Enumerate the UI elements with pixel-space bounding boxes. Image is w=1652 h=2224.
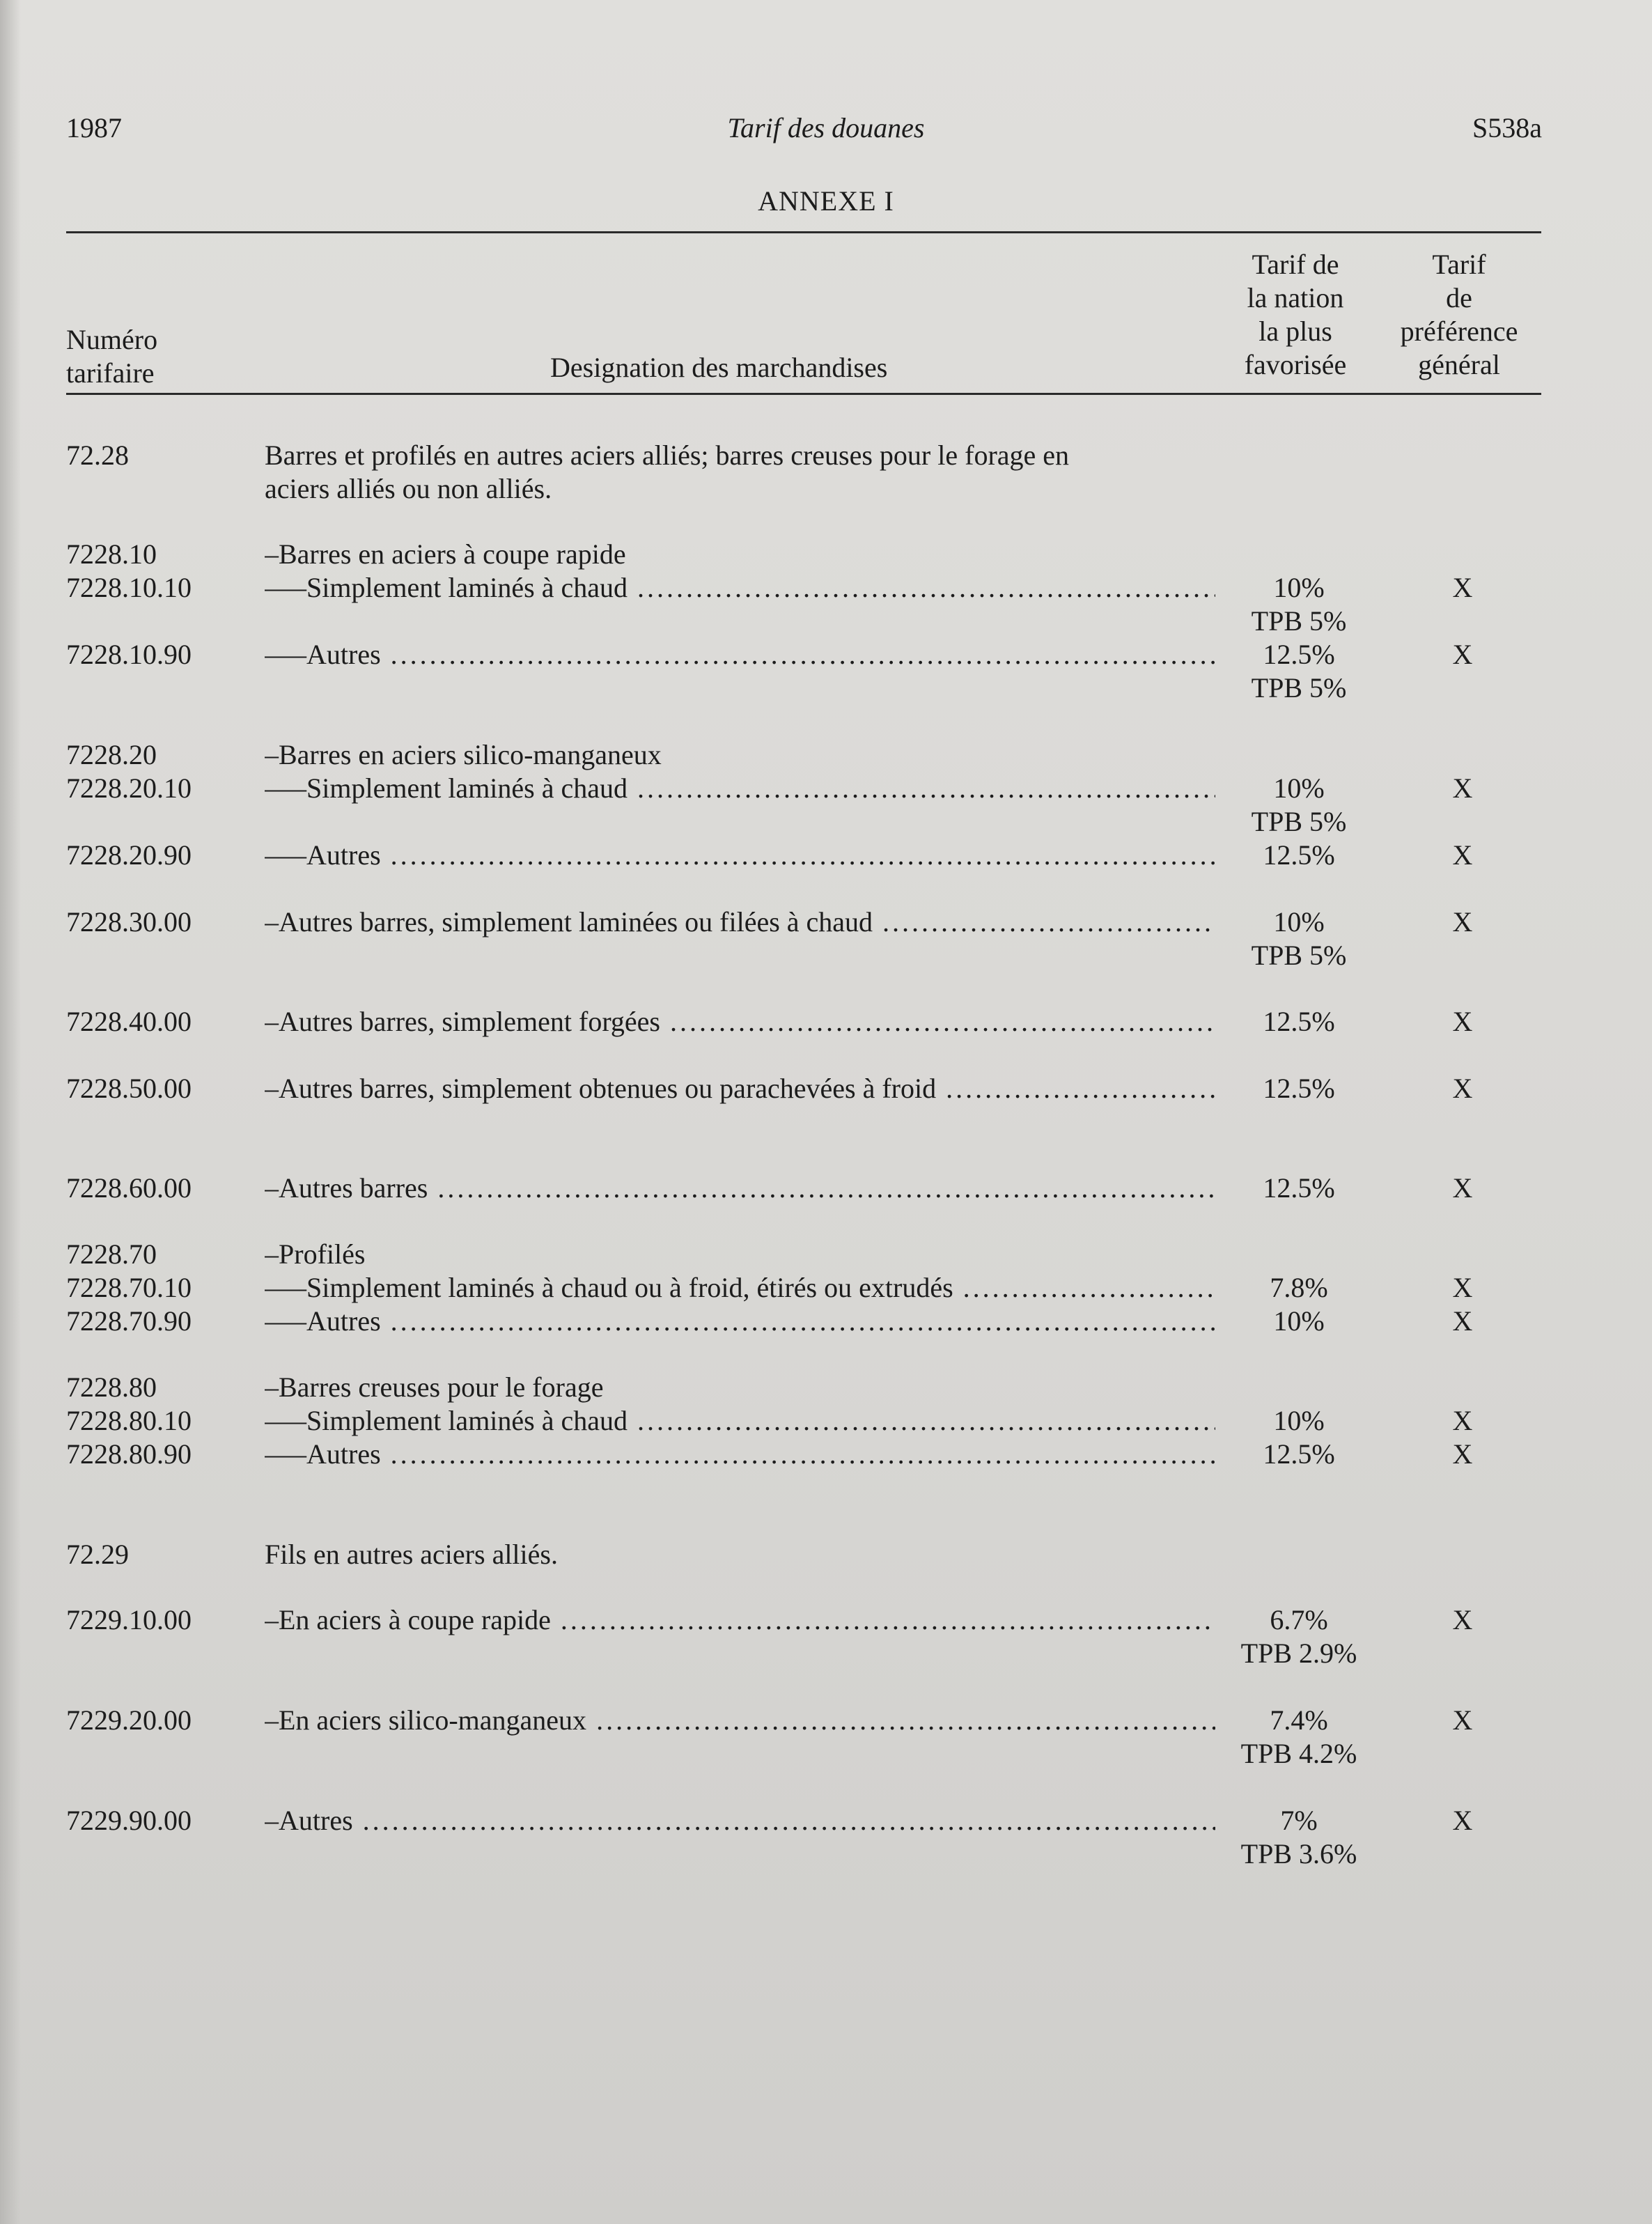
mfn-rate: TPB 2.9% [1240, 1638, 1357, 1669]
tariff-number: 7228.70.10 [66, 1272, 192, 1303]
tariff-number: 7228.80.10 [66, 1405, 192, 1436]
table-row [0, 1305, 1652, 1338]
table-row [0, 738, 1652, 772]
mfn-rate: 6.7% [1270, 1604, 1328, 1635]
mfn-rate: 12.5% [1263, 839, 1335, 871]
goods-designation: –Barres en aciers silico-manganeux [265, 739, 662, 770]
table-row [0, 605, 1652, 638]
goods-designation: –––Autres ..... [265, 638, 1215, 671]
table-row [0, 772, 1652, 805]
goods-designation: –––Autres ..... [265, 1438, 1215, 1471]
tariff-number: 7228.10 [66, 538, 157, 570]
table-row [0, 638, 1652, 671]
tariff-number: 7229.20.00 [66, 1704, 192, 1736]
preference-mark: X [1452, 906, 1473, 938]
mfn-rate: TPB 5% [1251, 940, 1347, 971]
goods-designation: –En aciers silico-manganeux ..... [265, 1704, 1215, 1737]
tariff-number: 7228.60.00 [66, 1172, 192, 1204]
preference-mark: X [1452, 839, 1473, 871]
tariff-number: 7228.20.90 [66, 839, 192, 871]
table-row [0, 1837, 1652, 1871]
preference-mark: X [1452, 772, 1473, 804]
goods-designation: –––Simplement laminés à chaud ou à froid, étirés ou extrudés ..... [265, 1271, 1215, 1305]
mfn-rate: 7.4% [1270, 1704, 1328, 1736]
goods-designation: Barres et profilés en autres aciers alliés; barres creuses pour le forage en [265, 440, 1070, 471]
annex-title: ANNEXE I [758, 185, 894, 217]
preference-mark: X [1452, 1305, 1473, 1337]
tariff-number: 7229.10.00 [66, 1604, 192, 1635]
mfn-rate: 10% [1273, 1305, 1325, 1337]
table-row [0, 538, 1652, 571]
tariff-number: 7228.80.90 [66, 1438, 192, 1470]
goods-designation: –Barres creuses pour le forage [265, 1371, 604, 1403]
mfn-rate: 7% [1280, 1805, 1318, 1836]
table-row [0, 1172, 1652, 1205]
tariff-number: 7228.10.90 [66, 639, 192, 670]
tariff-number: 72.28 [66, 440, 129, 471]
tariff-number: 7229.90.00 [66, 1805, 192, 1836]
goods-designation: –––Autres ..... [265, 839, 1215, 872]
goods-designation: –Autres barres, simplement laminées ou filées à chaud ..... [265, 905, 1215, 939]
mfn-rate: 12.5% [1263, 639, 1335, 670]
goods-designation: Fils en autres aciers alliés. [265, 1539, 558, 1570]
table-row [0, 1637, 1652, 1670]
preference-mark: X [1452, 639, 1473, 670]
preference-mark: X [1452, 1073, 1473, 1104]
table-row [0, 1804, 1652, 1837]
tariff-number: 7228.80 [66, 1371, 157, 1403]
mfn-rate: TPB 3.6% [1240, 1838, 1357, 1869]
preference-mark: X [1452, 1704, 1473, 1736]
mfn-rate: 12.5% [1263, 1006, 1335, 1037]
goods-designation: –Autres barres, simplement obtenues ou parachevées à froid ..... [265, 1072, 1215, 1105]
table-row [0, 1238, 1652, 1271]
mfn-rate: TPB 5% [1251, 806, 1347, 837]
table-row [0, 1538, 1652, 1571]
goods-designation: –Autres ..... [265, 1804, 1215, 1837]
table-row [0, 1005, 1652, 1039]
preference-mark: X [1452, 1006, 1473, 1037]
table-row [0, 1271, 1652, 1305]
table-row [0, 671, 1652, 705]
table-row [0, 1704, 1652, 1737]
table-row [0, 439, 1652, 472]
preference-mark: X [1452, 572, 1473, 603]
column-header-nation: Tarif de la nation la plus favorisée [1244, 249, 1347, 380]
preference-mark: X [1452, 1805, 1473, 1836]
header-rule-bottom [66, 393, 1541, 395]
preference-mark: X [1452, 1405, 1473, 1436]
tariff-number: 7228.20.10 [66, 772, 192, 804]
mfn-rate: 10% [1273, 572, 1325, 603]
mfn-rate: 12.5% [1263, 1073, 1335, 1104]
mfn-rate: 12.5% [1263, 1438, 1335, 1470]
tariff-number: 72.29 [66, 1539, 129, 1570]
table-row [0, 571, 1652, 605]
tariff-number: 7228.10.10 [66, 572, 192, 603]
mfn-rate: TPB 5% [1251, 605, 1347, 637]
table-row [0, 1737, 1652, 1771]
column-header-preference: Tarif de préférence général [1400, 249, 1518, 380]
mfn-rate: 7.8% [1270, 1272, 1328, 1303]
mfn-rate: 10% [1273, 906, 1325, 938]
mfn-rate: TPB 4.2% [1240, 1738, 1357, 1769]
goods-designation: –––Simplement laminés à chaud ..... [265, 1404, 1215, 1438]
goods-designation: –––Autres ..... [265, 1305, 1215, 1338]
goods-designation: –––Simplement laminés à chaud ..... [265, 571, 1215, 605]
mfn-rate: TPB 5% [1251, 672, 1347, 703]
header-rule-top [66, 231, 1541, 233]
table-row [0, 1072, 1652, 1105]
table-row [0, 472, 1652, 506]
goods-designation: –Autres barres, simplement forgées ..... [265, 1005, 1215, 1039]
table-row [0, 839, 1652, 872]
goods-designation: –En aciers à coupe rapide ..... [265, 1603, 1215, 1637]
table-row [0, 1371, 1652, 1404]
goods-designation: –Autres barres ..... [265, 1172, 1215, 1205]
preference-mark: X [1452, 1172, 1473, 1204]
goods-designation: –Profilés [265, 1238, 366, 1270]
tariff-number: 7228.30.00 [66, 906, 192, 938]
preference-mark: X [1452, 1438, 1473, 1470]
preference-mark: X [1452, 1604, 1473, 1635]
header-title: Tarif des douanes [727, 112, 925, 143]
header-ref: S538a [1472, 112, 1542, 143]
tariff-number: 7228.40.00 [66, 1006, 192, 1037]
column-header-designation: Designation des marchandises [550, 352, 888, 383]
table-row [0, 939, 1652, 972]
goods-designation: aciers alliés ou non alliés. [265, 473, 552, 504]
goods-designation: –Barres en aciers à coupe rapide [265, 538, 626, 570]
header-year: 1987 [66, 112, 122, 143]
mfn-rate: 12.5% [1263, 1172, 1335, 1204]
goods-designation: –––Simplement laminés à chaud ..... [265, 772, 1215, 805]
mfn-rate: 10% [1273, 1405, 1325, 1436]
tariff-number: 7228.50.00 [66, 1073, 192, 1104]
table-row [0, 1438, 1652, 1471]
tariff-number: 7228.70.90 [66, 1305, 192, 1337]
mfn-rate: 10% [1273, 772, 1325, 804]
table-row [0, 1404, 1652, 1438]
preference-mark: X [1452, 1272, 1473, 1303]
table-row [0, 905, 1652, 939]
column-header-numero: Numéro tarifaire [66, 324, 158, 389]
tariff-number: 7228.70 [66, 1238, 157, 1270]
table-row [0, 805, 1652, 839]
tariff-number: 7228.20 [66, 739, 157, 770]
table-row [0, 1603, 1652, 1637]
page-edge-shadow [0, 0, 21, 2224]
